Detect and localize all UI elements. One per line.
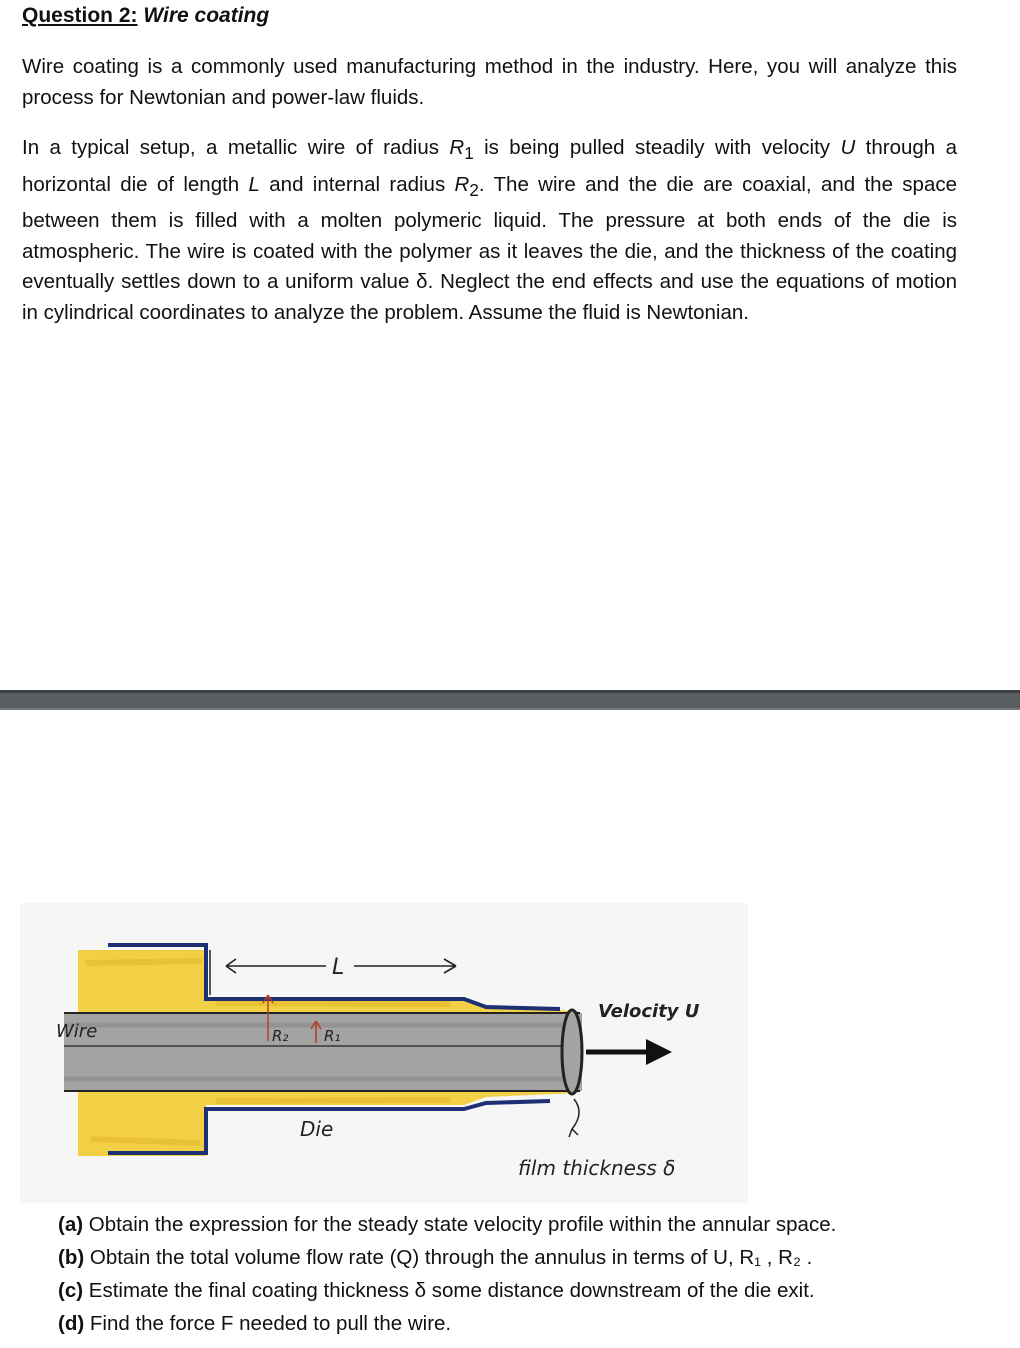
length-arrow-left	[226, 959, 326, 973]
part-d: (d) Find the force F needed to pull the wire.	[58, 1312, 452, 1335]
label-length: L	[332, 955, 345, 980]
intro-paragraph: Wire coating is a commonly used manufacturing method in the industry. Here, you will analyze this process for Newtonian and power-law fluids.	[22, 55, 957, 109]
label-wire: Wire	[56, 1021, 98, 1042]
length-arrow-right	[354, 959, 456, 973]
wire-coating-diagram	[20, 903, 748, 1203]
setup-paragraph: In a typical setup, a metallic wire of radius $R_1$ is being pulled steadily with velocity U through a horizontal die of length L and internal radius $R_2$. The wire and the die are coaxial, and the space between them is filled with a molten polymeric liquid. The pressure at both ends of the die is atmospheric. The wire is coated with the polymer as it leaves the die, and the thickness of the coating eventually settles down to a uniform value δ. Neglect the end effects and use the equations of motion in cylindrical coordinates to analyze the problem. Assume the fluid is Newtonian.	[22, 136, 958, 324]
wire-end	[562, 1010, 582, 1094]
question-parts	[58, 1208, 978, 1340]
part-b: (b) Obtain the total volume flow rate (Q) through the annulus in terms of U, R₁ , R₂ .	[58, 1246, 813, 1269]
question-title: Wire coating	[143, 4, 270, 27]
wire-coating-figure	[20, 903, 748, 1203]
page-divider	[0, 690, 1020, 710]
question-heading	[22, 4, 269, 28]
part-c: (c) Estimate the final coating thickness δ some distance downstream of the die exit.	[58, 1279, 815, 1302]
label-r1: R₁	[324, 1027, 341, 1045]
film-pointer	[569, 1099, 579, 1137]
velocity-arrow-head	[646, 1039, 672, 1065]
part-a: (a) Obtain the expression for the steady state velocity profile within the annular space.	[58, 1213, 837, 1236]
label-r2: R₂	[272, 1027, 289, 1045]
label-film-thickness: film thickness δ	[518, 1156, 676, 1180]
label-die: Die	[300, 1117, 334, 1141]
label-velocity: Velocity U	[598, 1001, 700, 1022]
question-number: Question 2:	[22, 4, 138, 27]
